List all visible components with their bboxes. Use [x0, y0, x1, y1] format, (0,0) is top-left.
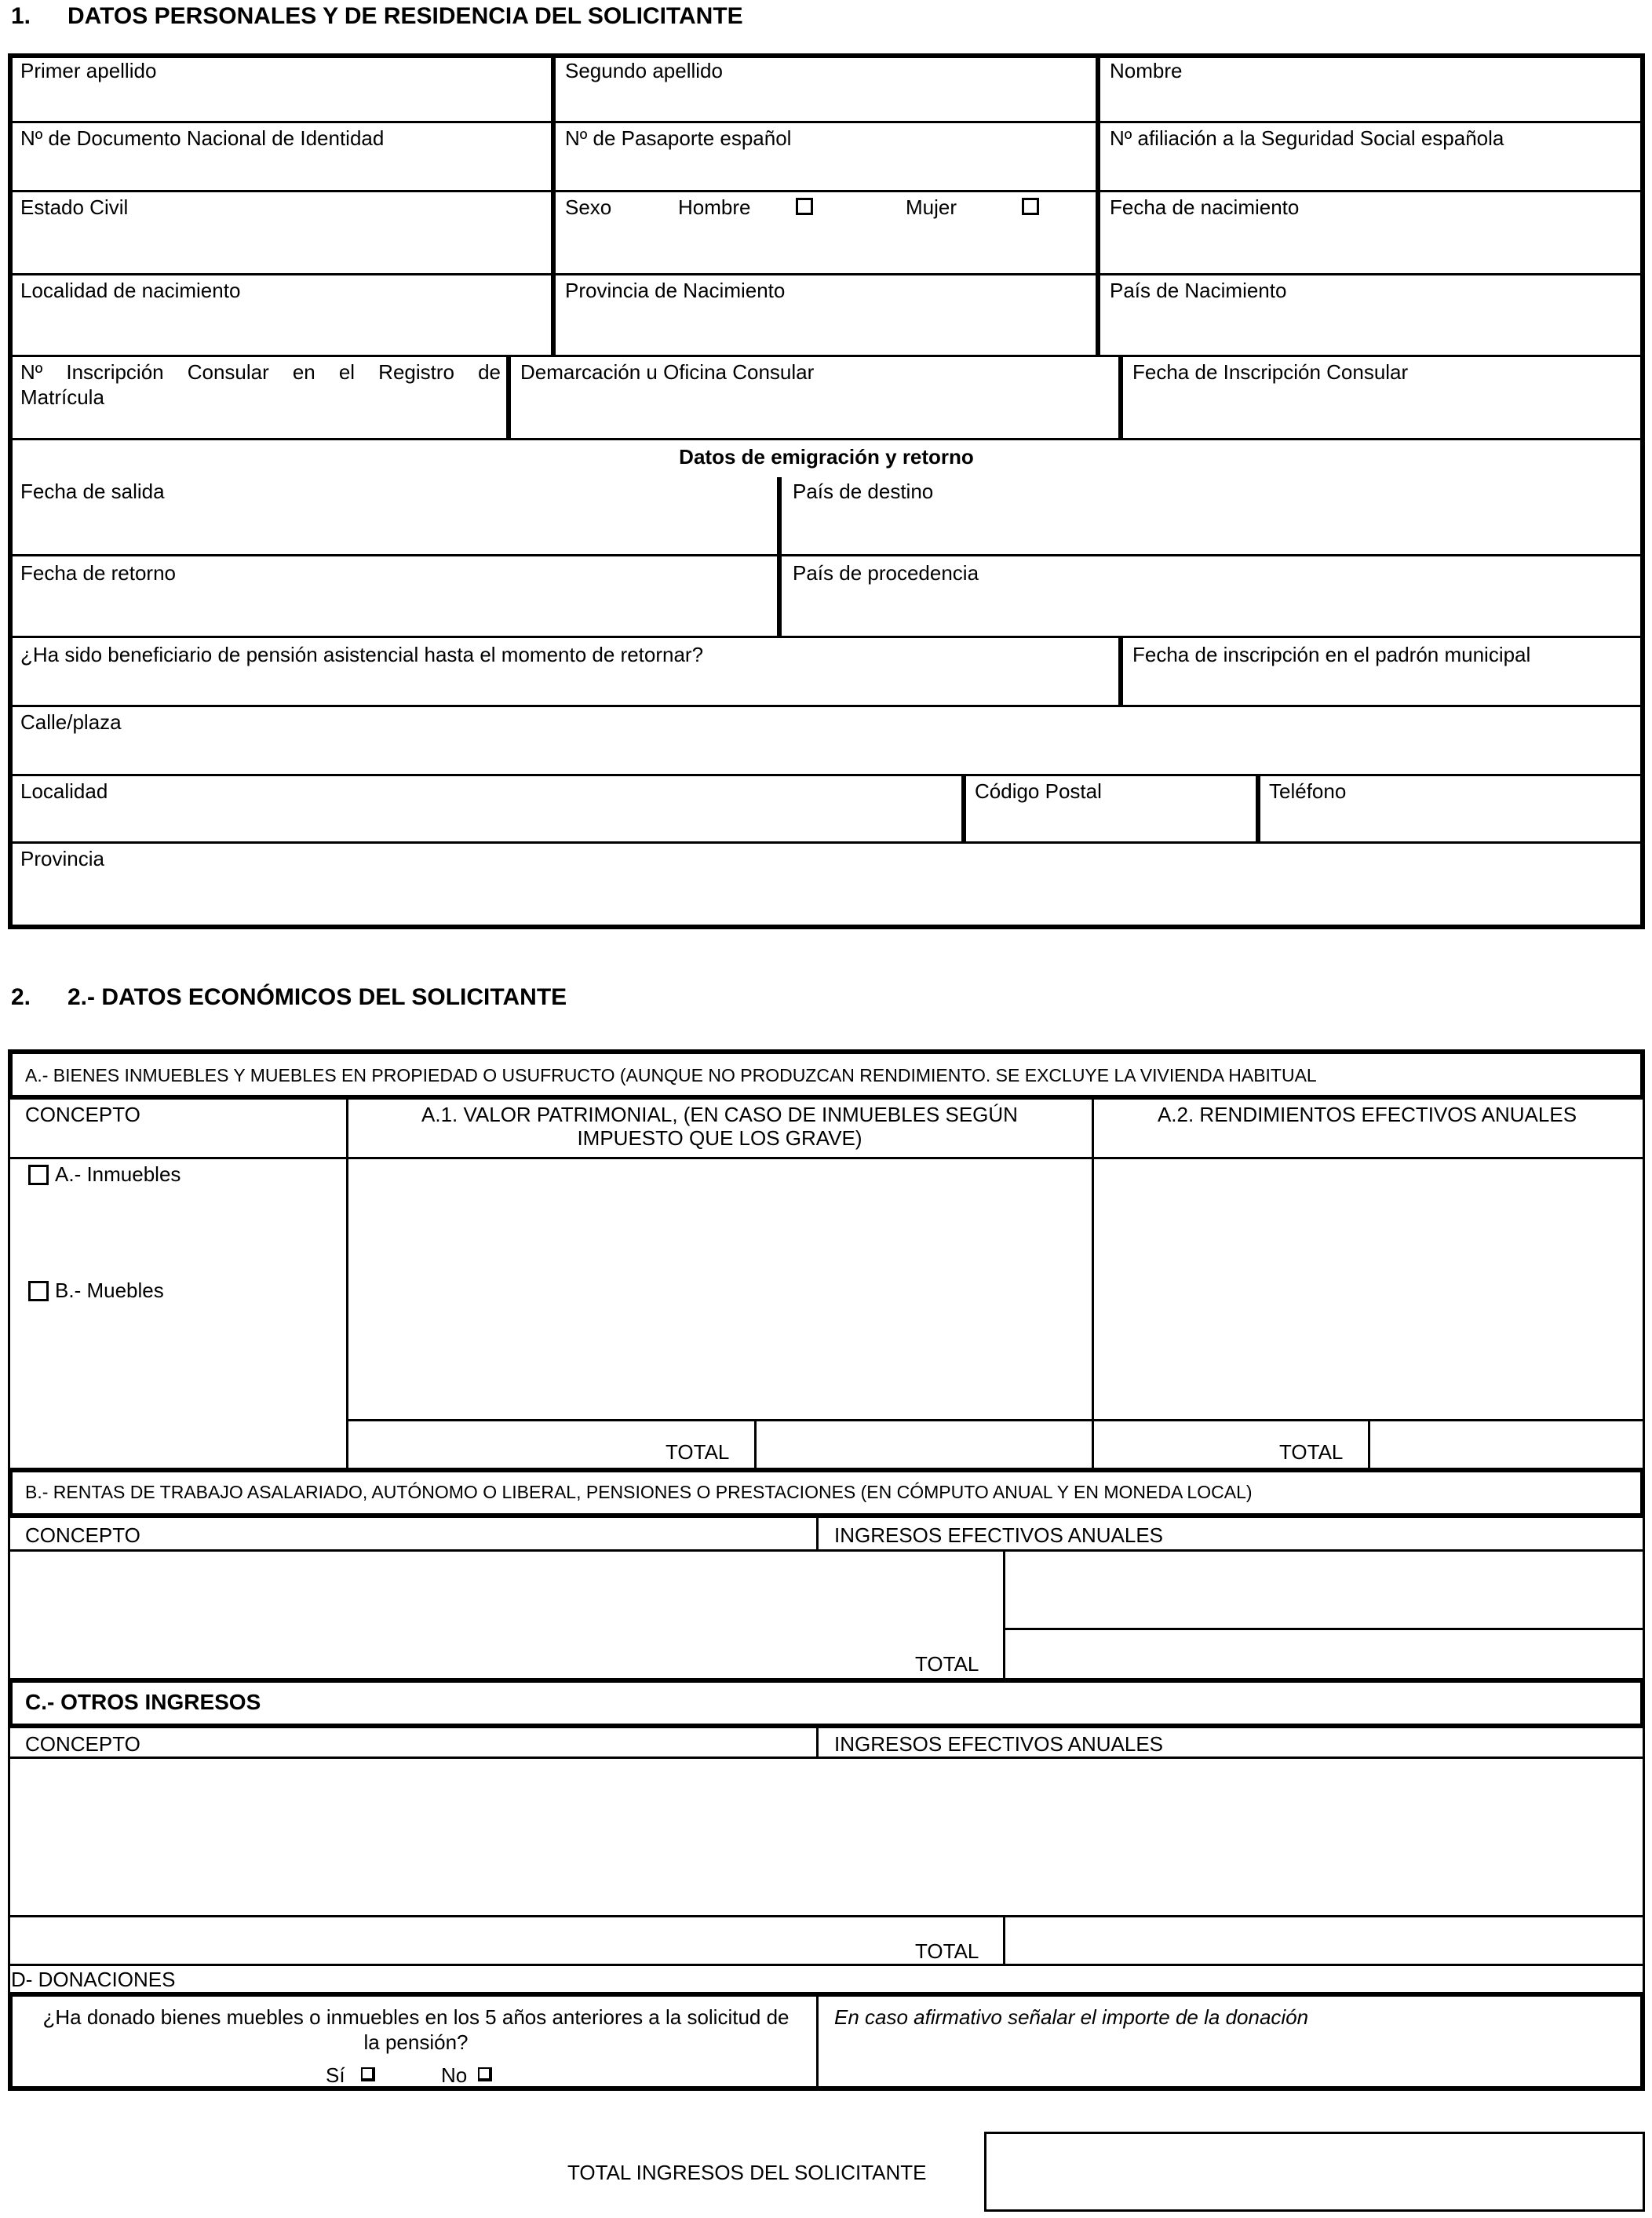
c-concepto-header: CONCEPTO — [25, 1732, 140, 1756]
a-rendimientos-header: A.2. RENDIMIENTOS EFECTIVOS ANUALES — [1157, 1103, 1577, 1126]
calle-field[interactable]: Calle/plaza — [20, 710, 122, 734]
pais-procedencia-field[interactable]: País de procedencia — [793, 561, 979, 585]
inscripcion-consular-line2: Matrícula — [20, 385, 104, 409]
b-ingresos-input[interactable] — [1005, 1552, 1643, 1628]
fecha-nacimiento-field[interactable]: Fecha de nacimiento — [1110, 195, 1300, 219]
hombre-label: Hombre — [678, 195, 751, 219]
emigracion-title: Datos de emigración y retorno — [679, 445, 974, 469]
fecha-padron-field[interactable]: Fecha de inscripción en el padrón municipal — [1132, 643, 1531, 666]
pais-destino-field[interactable]: País de destino — [793, 480, 934, 503]
no-checkbox[interactable] — [478, 2067, 492, 2081]
c-total-label: TOTAL — [915, 1939, 979, 1963]
demarcacion-field[interactable]: Demarcación u Oficina Consular — [520, 360, 815, 384]
section-2-number: 2. — [11, 984, 31, 1010]
sexo-label: Sexo — [565, 195, 612, 219]
estado-civil-field[interactable]: Estado Civil — [20, 195, 129, 219]
fecha-retorno-field[interactable]: Fecha de retorno — [20, 561, 177, 585]
codigo-postal-field[interactable]: Código Postal — [975, 779, 1102, 803]
fecha-salida-field[interactable]: Fecha de salida — [20, 480, 165, 503]
a-concepto-header: CONCEPTO — [25, 1103, 140, 1126]
localidad-nacimiento-field[interactable]: Localidad de nacimiento — [20, 279, 241, 302]
b-total-label: TOTAL — [915, 1652, 979, 1676]
a-rendimientos-total-label: TOTAL — [1279, 1440, 1344, 1464]
pais-nacimiento-field[interactable]: País de Nacimiento — [1110, 279, 1287, 302]
inscripcion-consular-line1[interactable]: Nº Inscripción Consular en el Registro de — [20, 360, 501, 384]
total-ingresos-label: TOTAL INGRESOS DEL SOLICITANTE — [567, 2161, 927, 2184]
a-rendimientos-total-input[interactable] — [1370, 1421, 1643, 1468]
localidad-field[interactable]: Localidad — [20, 779, 108, 803]
section-1-number: 1. — [11, 3, 31, 29]
provincia-field[interactable]: Provincia — [20, 847, 104, 870]
mujer-label: Mujer — [906, 195, 957, 219]
seguridad-social-field[interactable]: Nº afiliación a la Seguridad Social española — [1110, 126, 1504, 150]
no-label: No — [441, 2063, 468, 2087]
si-label: Sí — [326, 2063, 345, 2087]
inmuebles-label: A.- Inmuebles — [55, 1162, 181, 1186]
c-total-input[interactable] — [1005, 1917, 1643, 1964]
pasaporte-field[interactable]: Nº de Pasaporte español — [565, 126, 792, 150]
section-d-title: D- DONACIONES — [11, 1968, 176, 1991]
mujer-checkbox[interactable] — [1022, 198, 1039, 215]
hombre-checkbox[interactable] — [796, 198, 813, 215]
c-ingresos-input[interactable] — [10, 1759, 1643, 1915]
c-ingresos-header: INGRESOS EFECTIVOS ANUALES — [834, 1732, 1163, 1756]
muebles-checkbox[interactable] — [28, 1281, 49, 1301]
beneficiario-field[interactable]: ¿Ha sido beneficiario de pensión asistencial hasta el momento de retornar? — [20, 643, 704, 666]
b-concepto-input[interactable] — [10, 1552, 1003, 1628]
b-concepto-header: CONCEPTO — [25, 1523, 140, 1547]
donaciones-question: ¿Ha donado bienes muebles o inmuebles en los 5 años anteriores a la solicitud de la pensión? — [42, 2005, 790, 2054]
inmuebles-checkbox[interactable] — [28, 1165, 49, 1185]
section-c-title: C.- OTROS INGRESOS — [25, 1690, 261, 1714]
fecha-inscripcion-consular-field[interactable]: Fecha de Inscripción Consular — [1132, 360, 1409, 384]
donacion-importe-field[interactable]: En caso afirmativo señalar el importe de la donación — [834, 2005, 1309, 2029]
dni-field[interactable]: Nº de Documento Nacional de Identidad — [20, 126, 385, 150]
a-valor-total-label: TOTAL — [666, 1440, 730, 1464]
total-ingresos-input[interactable] — [984, 2132, 1645, 2212]
segundo-apellido-field[interactable]: Segundo apellido — [565, 59, 723, 82]
si-checkbox[interactable] — [361, 2067, 375, 2081]
a-valor-total-input[interactable] — [757, 1421, 1092, 1468]
telefono-field[interactable]: Teléfono — [1269, 779, 1347, 803]
nombre-field[interactable]: Nombre — [1110, 59, 1183, 82]
section-2-title: 2.- DATOS ECONÓMICOS DEL SOLICITANTE — [67, 984, 567, 1010]
section-a-title: A.- BIENES INMUEBLES Y MUEBLES EN PROPIEDAD O USUFRUCTO (AUNQUE NO PRODUZCAN RENDIMIENTO. SE EXCLUYE LA VIVIENDA HABITUAL — [25, 1065, 1317, 1085]
a-valor-header-line1: A.1. VALOR PATRIMONIAL, (EN CASO DE INMUEBLES SEGÚN — [421, 1103, 1018, 1126]
provincia-nacimiento-field[interactable]: Provincia de Nacimiento — [565, 279, 786, 302]
b-ingresos-header: INGRESOS EFECTIVOS ANUALES — [834, 1523, 1163, 1547]
primer-apellido-field[interactable]: Primer apellido — [20, 59, 157, 82]
b-total-input[interactable] — [1005, 1630, 1643, 1678]
section-1-title: DATOS PERSONALES Y DE RESIDENCIA DEL SOLICITANTE — [67, 3, 743, 29]
muebles-label: B.- Muebles — [55, 1279, 164, 1302]
a-valor-header-line2: IMPUESTO QUE LOS GRAVE) — [577, 1126, 862, 1150]
section-b-title: B.- RENTAS DE TRABAJO ASALARIADO, AUTÓNOMO O LIBERAL, PENSIONES O PRESTACIONES (EN CÓMPUTO ANUAL Y EN MONEDA LOCAL) — [25, 1482, 1253, 1502]
